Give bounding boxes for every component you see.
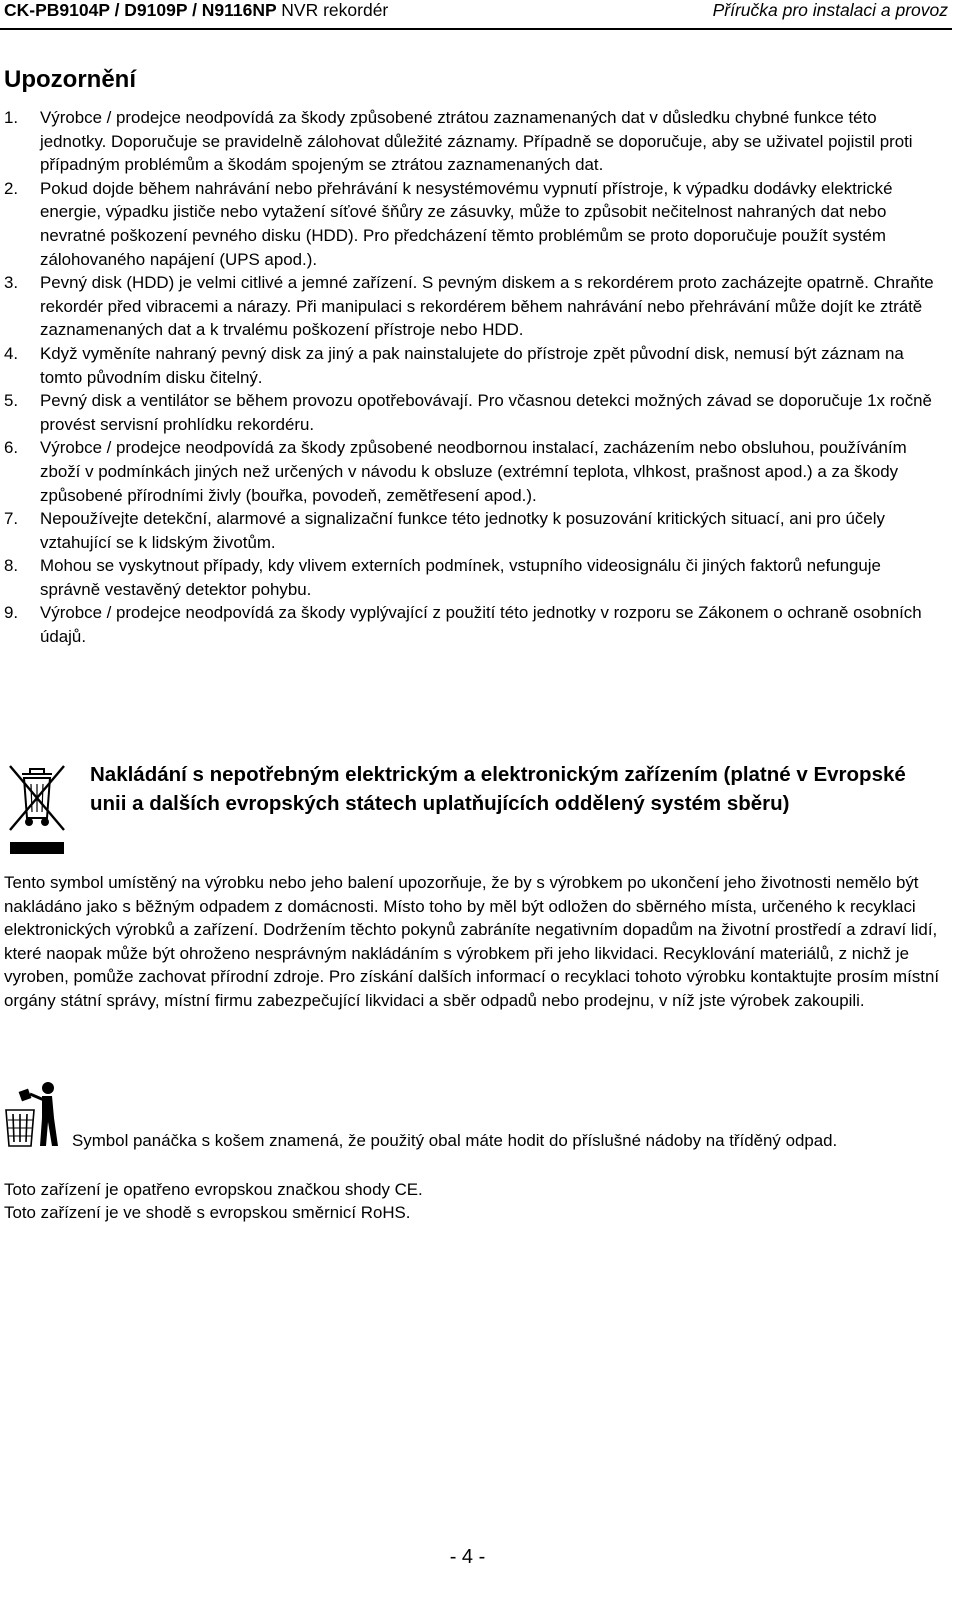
list-item bbox=[4, 342, 940, 389]
list-item bbox=[4, 507, 940, 554]
list-item bbox=[4, 389, 940, 436]
warning-list bbox=[4, 106, 940, 649]
list-item-number: 2. bbox=[4, 178, 19, 198]
header-manual-title: Příručka pro instalaci a provoz bbox=[712, 0, 948, 20]
symbol-paragraph: Symbol panáčka s košem znamená, že použitý obal máte hodit do příslušné nádoby na tříděný odpad. bbox=[72, 1131, 838, 1150]
list-item-text: Pevný disk (HDD) je velmi citlivé a jemné zařízení. S pevným diskem a s rekordérem proto zacházejte opatrně. Chraňte rekordér před vibracemi a nárazy. Při manipulaci s rekordérem během nahrávání nebo přehrávání může dojít ke ztrátě zaznamenaných dat a k trvalému poškození přístroje nebo HDD. bbox=[40, 273, 934, 340]
list-item-text: Nepoužívejte detekční, alarmové a signalizační funkce této jednotky k posuzování kritických situací, ani pro účely vztahující se k lidským životům. bbox=[40, 509, 885, 552]
list-item-number: 7. bbox=[4, 509, 19, 529]
list-item bbox=[4, 554, 940, 601]
header-model bbox=[4, 0, 388, 21]
disposal-heading: Nakládání s nepotřebným elektrickým a elektronickým zařízením (platné v Evropské unii a dalších evropských státech uplatňujících oddělený systém sběru) bbox=[90, 763, 906, 815]
list-item-number: 9. bbox=[4, 603, 19, 623]
list-item bbox=[4, 601, 940, 648]
ce-statement: Toto zařízení je opatřeno evropskou značkou shody CE. bbox=[4, 1180, 423, 1199]
header-model-numbers: CK-PB9104P / D9109P / N9116NP bbox=[4, 0, 277, 20]
list-item bbox=[4, 106, 940, 177]
list-item-number: 4. bbox=[4, 343, 19, 363]
list-item bbox=[4, 436, 940, 507]
list-item-text: Pokud dojde během nahrávání nebo přehrávání k nesystémovému vypnutí přístroje, k výpadku dodávky elektrické energie, výpadku jističe nebo vytažení síťové šňůry ze zásuvky, může to způsobit nečitelnost nahraných dat nebo nevratné poškození pevného disku (HDD). Pro předcházení těmto problémům se proto doporučuje použít systém zálohovaného napájení (UPS apod.). bbox=[40, 178, 893, 269]
list-item-text: Když vyměníte nahraný pevný disk za jiný a pak nainstalujete do přístroje zpět původní disk, nemusí být záznam na tomto původním disku čitelný. bbox=[40, 343, 904, 387]
list-item-text: Výrobce / prodejce neodpovídá za škody způsobené ztrátou zaznamenaných dat v důsledku chybné funkce této jednotky. Doporučuje se pravidelně zálohovat důležité záznamy. Případně se doporučuje, aby se uživatel pojistil proti případným problémům a škodám spojeným se ztrátou zaznamenaných dat. bbox=[40, 108, 913, 175]
header-subtitle: NVR rekordér bbox=[281, 0, 389, 20]
list-item-text: Mohou se vyskytnout případy, kdy vlivem externích podmínek, vstupního videosignálu či jiných faktorů nefunguje správně vestavěný detektor pohybu. bbox=[40, 556, 881, 599]
list-item-text: Výrobce / prodejce neodpovídá za škody vyplývající z použití této jednotky v rozporu se Zákonem o ochraně osobních údajů. bbox=[40, 603, 922, 647]
page-number: - 4 - bbox=[449, 1546, 486, 1568]
list-item-number: 6. bbox=[4, 438, 19, 458]
list-item bbox=[4, 177, 940, 271]
disposal-paragraph: Tento symbol umístěný na výrobku nebo jeho balení upozorňuje, že by s výrobkem po ukončení jeho životnosti nemělo být nakládáno jako s běžným odpadem z domácnosti. Místo toho by měl být odložen do sběrného místa, určeného k recyklaci elektronických výrobků a zařízení. Dodržením těchto pokynů zabráníte negativním dopadům na životní prostředí a zdraví lidí, které naopak může být ohroženo nesprávným nakládáním s výrobkem při jeho likvidaci. Recyklování materiálů, z nichž je vyroben, pomůže zachovat přírodní zdroje. Pro získání dalších informací o recyklaci tohoto výrobku kontaktujte prosím místní orgány státní správy, místní firmu zabezpečující likvidaci a sběr odpadů nebo prodejnu, v níž jste výrobek zakoupili. bbox=[4, 873, 940, 1010]
page-header bbox=[0, 0, 952, 30]
warning-heading: Upozornění bbox=[4, 66, 136, 93]
list-item-number: 8. bbox=[4, 556, 19, 576]
list-item-number: 3. bbox=[4, 273, 19, 293]
rohs-statement: Toto zařízení je ve shodě s evropskou směrnicí RoHS. bbox=[4, 1203, 411, 1222]
crossed-out-wheelie-bin-icon bbox=[6, 760, 68, 858]
list-item-number: 1. bbox=[4, 108, 19, 127]
list-item-text: Výrobce / prodejce neodpovídá za škody způsobené neodbornou instalací, zacházením nebo obsluhou, používáním zboží v podmínkách jiných než určených v návodu k obsluze (extrémní teplota, vlhkost, prašnost apod.) a za škody způsobené přírodními živly (bouřka, povodeň, zemětřesení apod.). bbox=[40, 438, 907, 505]
list-item-text: Pevný disk a ventilátor se během provozu opotřebovávají. Pro včasnou detekci možných závad se doporučuje 1x ročně provést servisní prohlídku rekordéru. bbox=[40, 391, 932, 434]
list-item-number: 5. bbox=[4, 391, 19, 411]
list-item bbox=[4, 271, 940, 342]
